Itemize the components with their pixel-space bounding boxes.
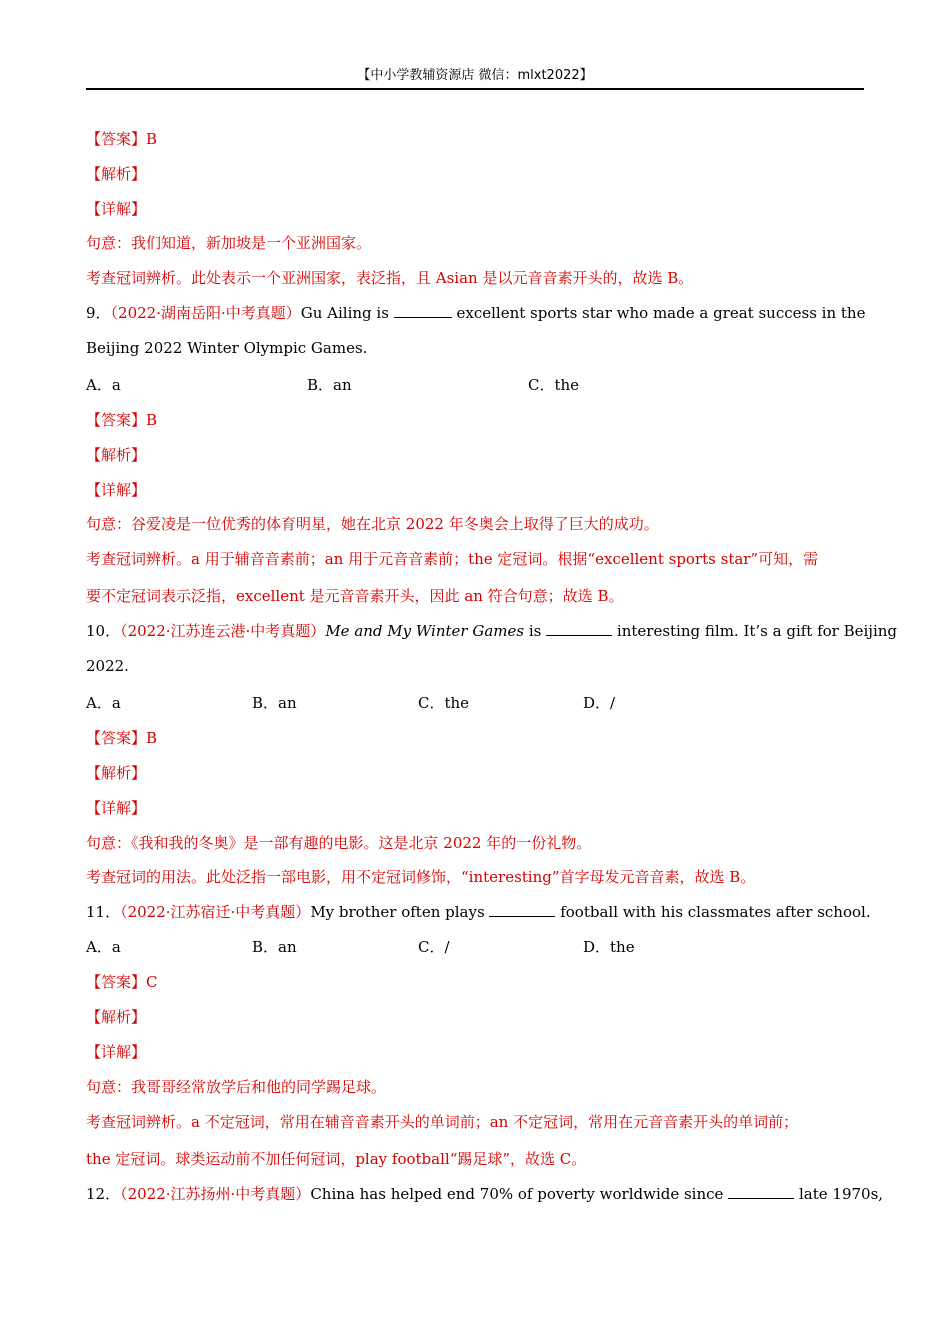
q10-stem-line1 <box>86 620 897 641</box>
q11-detail-label: 【详解】 <box>86 1043 147 1061</box>
q9-option-c: C．the <box>528 376 580 394</box>
q8-meaning: 句意：我们知道，新加坡是一个亚洲国家。 <box>86 234 372 252</box>
q8-analysis-label: 【解析】 <box>86 165 147 183</box>
q11-option-b: B．an <box>252 938 297 956</box>
q8-detail-label: 【详解】 <box>86 200 147 218</box>
q12-blank <box>728 1184 794 1199</box>
q11-text-a: My brother often plays <box>310 903 485 921</box>
q11-meaning: 句意：我哥哥经常放学后和他的同学踢足球。 <box>86 1078 387 1096</box>
q9-answer: 【答案】B <box>86 411 158 429</box>
q9-stem-line2: Beijing 2022 Winter Olympic Games. <box>86 339 368 357</box>
q11-text-b: football with his classmates after school. <box>560 903 871 921</box>
q12-stem <box>86 1183 883 1204</box>
q12-number: 12． <box>86 1185 121 1203</box>
q9-stem-line1 <box>86 302 865 323</box>
q8-answer: 【答案】B <box>86 130 158 148</box>
q10-blank <box>546 621 612 636</box>
q12-text-a: China has helped end 70% of poverty worldwide since <box>310 1185 724 1203</box>
q10-stem-line2: 2022. <box>86 657 129 675</box>
q9-number: 9． <box>86 304 111 322</box>
q10-film-title: Me and My Winter Games <box>325 622 525 640</box>
q9-explanation-line2: 要不定冠词表示泛指，excellent 是元音音素开头，因此 an 符合句意；故选 B。 <box>86 587 624 605</box>
q11-option-a: A．a <box>86 938 121 956</box>
q10-number: 10． <box>86 622 121 640</box>
q9-blank <box>394 303 452 318</box>
q9-option-b: B．an <box>307 376 352 394</box>
q11-number: 11． <box>86 903 121 921</box>
q10-option-b: B．an <box>252 694 297 712</box>
q9-option-a: A．a <box>86 376 121 394</box>
q11-explanation-line2: the 定冠词。球类运动前不加任何冠词，play football“踢足球”，故选 C。 <box>86 1150 587 1168</box>
q8-explanation: 考查冠词辨析。此处表示一个亚洲国家，表泛指，且 Asian 是以元音音素开头的，故选 B。 <box>86 269 694 287</box>
q9-explanation-line1: 考查冠词辨析。a 用于辅音音素前；an 用于元音音素前；the 定冠词。根据“excellent sports star”可知，需 <box>86 550 819 568</box>
q11-option-c: C．/ <box>418 938 450 956</box>
q11-explanation-line1: 考查冠词辨析。a 不定冠词，常用在辅音音素开头的单词前；an 不定冠词，常用在元音音素开头的单词前； <box>86 1113 799 1131</box>
q9-detail-label: 【详解】 <box>86 481 147 499</box>
q10-text-a: is <box>528 622 542 640</box>
page-header: 【中小学教辅资源店 微信：mlxt2022】 <box>86 66 864 90</box>
q10-detail-label: 【详解】 <box>86 799 147 817</box>
q9-source: （2022·湖南岳阳·中考真题） <box>110 304 301 322</box>
q12-source: （2022·江苏扬州·中考真题） <box>120 1185 311 1203</box>
q10-option-a: A．a <box>86 694 121 712</box>
q10-answer: 【答案】B <box>86 729 158 747</box>
q10-analysis-label: 【解析】 <box>86 764 147 782</box>
q10-meaning: 句意：《我和我的冬奥》是一部有趣的电影。这是北京 2022 年的一份礼物。 <box>86 834 592 852</box>
q11-stem <box>86 901 871 922</box>
q10-text-b: interesting film. It’s a gift for Beijing <box>616 622 898 640</box>
q9-analysis-label: 【解析】 <box>86 446 147 464</box>
q11-source: （2022·江苏宿迁·中考真题） <box>120 903 311 921</box>
q10-explanation: 考查冠词的用法。此处泛指一部电影，用不定冠词修饰，“interesting”首字母发元音音素，故选 B。 <box>86 868 756 886</box>
q9-text-a: Gu Ailing is <box>300 304 389 322</box>
q11-analysis-label: 【解析】 <box>86 1008 147 1026</box>
q11-answer: 【答案】C <box>86 973 158 991</box>
q10-option-c: C．the <box>418 694 470 712</box>
q9-text-b: excellent sports star who made a great success in the <box>456 304 866 322</box>
q11-blank <box>489 902 555 917</box>
q12-text-b: late 1970s, <box>798 1185 884 1203</box>
q9-meaning: 句意：谷爱凌是一位优秀的体育明星，她在北京 2022 年冬奥会上取得了巨大的成功。 <box>86 515 659 533</box>
q10-source: （2022·江苏连云港·中考真题） <box>120 622 326 640</box>
q10-option-d: D．/ <box>583 694 616 712</box>
q11-option-d: D．the <box>583 938 635 956</box>
